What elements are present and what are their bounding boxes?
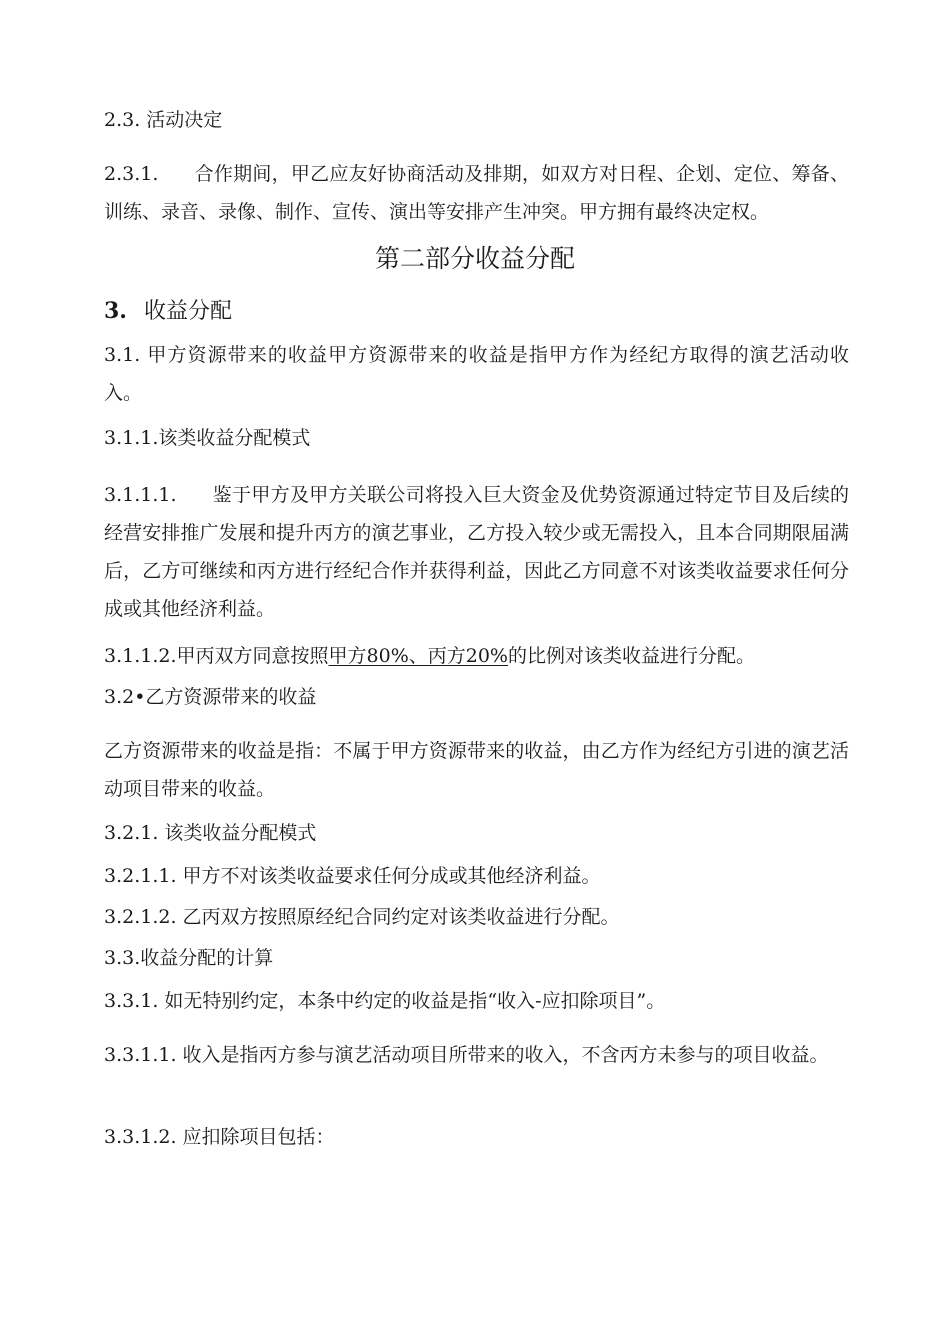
clause-3-1-1-1 [104,476,849,628]
clause-3-2: 3.2•乙方资源带来的收益 [104,686,317,708]
clause-3-2-1-2: 3.2.1.2. 乙丙双方按照原经纪合同约定对该类收益进行分配。 [104,906,620,928]
clause-text-pre: 3.1.1.2.甲丙双方同意按照 [104,645,329,667]
clause-3-3-1-1: 3.3.1.1. 收入是指丙方参与演艺活动项目所带来的收入，不含丙方未参与的项目收益。 [104,1044,829,1066]
clause-number: 3.1.1.1. [104,484,177,506]
clause-3-1: 3.1. 甲方资源带来的收益甲方资源带来的收益是指甲方作为经纪方取得的演艺活动收入。 [104,344,849,404]
section-heading-3 [104,291,849,332]
clause-3-3: 3.3.收益分配的计算 [104,947,274,969]
clause-text: 合作期间，甲乙应友好协商活动及排期，如双方对日程、企划、定位、筹备、训练、录音、录像、制作、宣传、演出等安排产生冲突。甲方拥有最终决定权。 [104,163,849,223]
section-heading-2-3: 2.3. 活动决定 [104,109,223,131]
clause-3-2-1: 3.2.1. 该类收益分配模式 [104,822,317,844]
ratio-underlined: 甲方80%、丙方20% [328,645,508,667]
clause-2-3-1 [104,155,849,231]
clause-3-2-1-1: 3.2.1.1. 甲方不对该类收益要求任何分成或其他经济利益。 [104,865,601,887]
clause-3-1-1: 3.1.1.该类收益分配模式 [104,427,311,449]
clause-3-1-1-2 [104,637,849,675]
clause-text: 鉴于甲方及甲方关联公司将投入巨大资金及优势资源通过特定节目及后续的经营安排推广发展和提升丙方的演艺事业，乙方投入较少或无需投入，且本合同期限届满后，乙方可继续和丙方进行经纪合作并获得利益，因此乙方同意不对该类收益要求任何分成或其他经济利益。 [104,484,849,620]
clause-3-2-desc: 乙方资源带来的收益是指：不属于甲方资源带来的收益，由乙方作为经纪方引进的演艺活动项目带来的收益。 [104,740,849,800]
clause-text-post: 的比例对该类收益进行分配。 [507,645,755,667]
part-title: 第二部分收益分配 [374,244,575,273]
clause-number: 2.3.1. [104,163,159,185]
clause-3-3-1: 3.3.1. 如无特别约定，本条中约定的收益是指“收入-应扣除项目”。 [104,990,666,1012]
section-number: 3. [104,298,127,324]
section-title: 收益分配 [144,299,233,324]
clause-3-3-1-2: 3.3.1.2. 应扣除项目包括： [104,1126,335,1148]
